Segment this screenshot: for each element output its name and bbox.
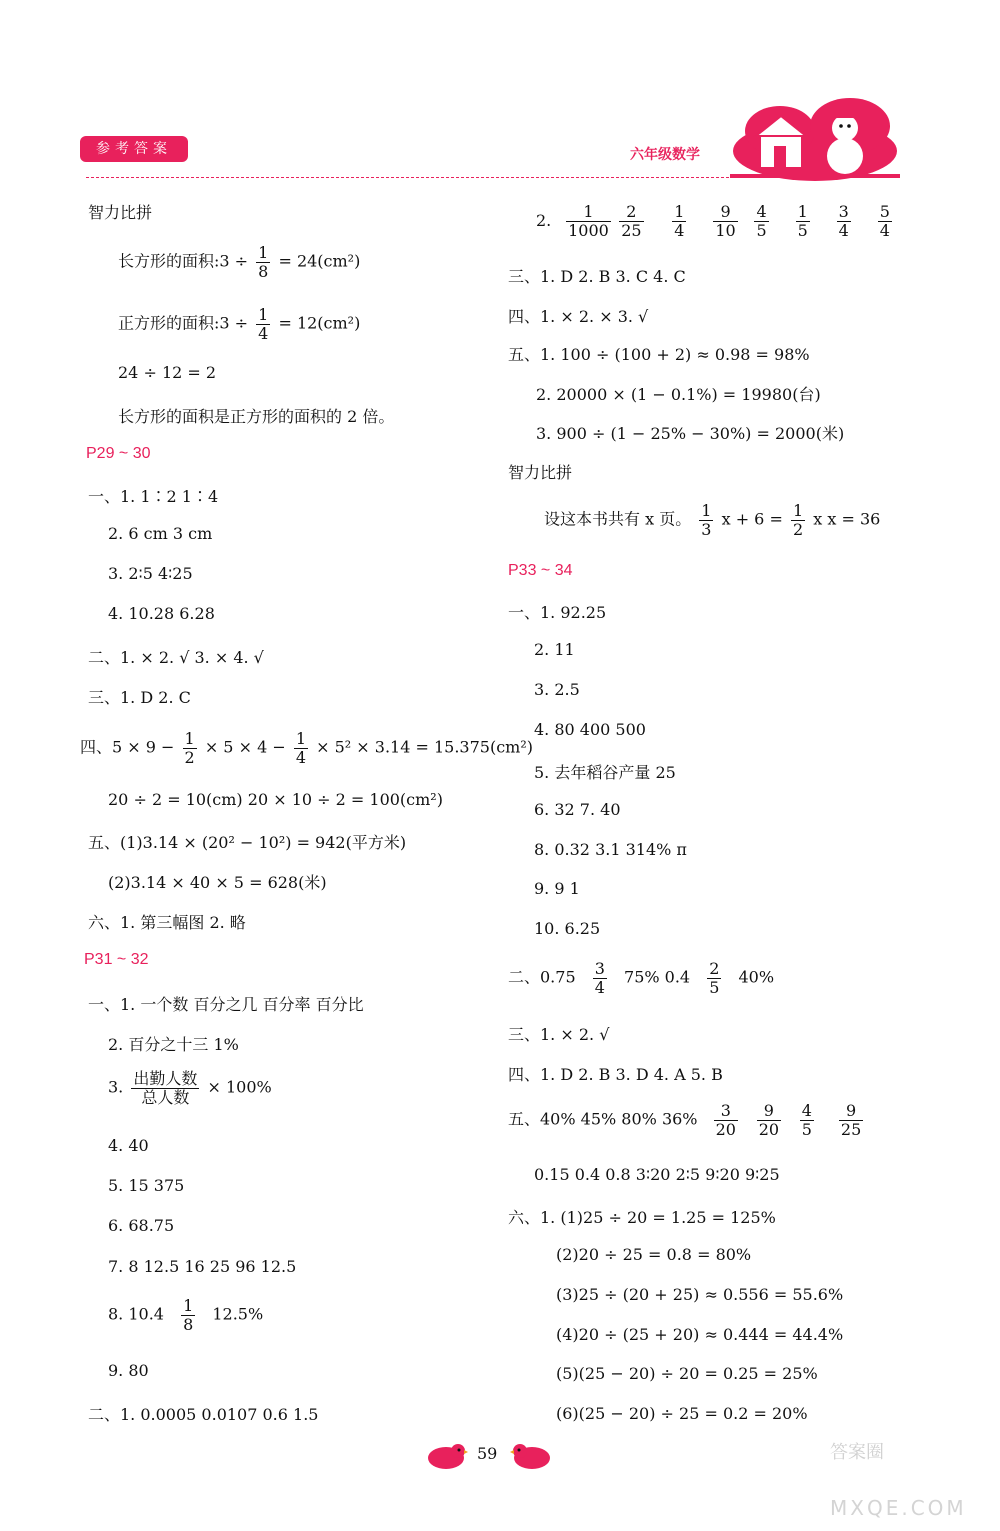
subject-title: 六年级数学 [630, 147, 700, 163]
answer-line: 一、1. 一个数 百分之几 百分率 百分比 [88, 995, 364, 1014]
snowman-house-illustration [730, 96, 900, 186]
answer-line-with-fraction: 8. 10.4 $\frac{1}{8}$ 12.5% [108, 1296, 264, 1334]
answer-line: 10. 6.25 [534, 919, 601, 938]
square-area-line: 正方形的面积:3 ÷ $\frac{1}{4}$ = 12(cm²) [118, 305, 361, 343]
answer-line: 6. 32 7. 40 [534, 800, 621, 819]
watermark-text: 答案圈 [830, 1442, 884, 1463]
equation-line: 设这本书共有 x 页。 $\frac{1}{3}$ x + 6 = $\frac{1}{2}$ x x = 36 [544, 501, 881, 539]
division-line: 24 ÷ 12 = 2 [118, 363, 217, 382]
answer-line: 二、1. 0.0005 0.0107 0.6 1.5 [88, 1405, 319, 1424]
attendance-formula: 3. $\frac{\text{出勤人数}}{\text{总人数}}$ × 100% [108, 1069, 272, 1107]
right-zhili-title: 智力比拼 [508, 463, 573, 482]
section-p31-32: P31 ~ 32 [84, 951, 149, 968]
answer-line: (5)(25 − 20) ÷ 20 = 0.25 = 25% [556, 1364, 818, 1383]
answer-badge: 参考答案 [80, 136, 188, 162]
left-zhili-title: 智力比拼 [88, 203, 153, 222]
answer-line: 2. 百分之十三 1% [108, 1035, 239, 1054]
answer-line: 5. 15 375 [108, 1176, 185, 1195]
header-divider [86, 177, 734, 178]
answer-line: 9. 80 [108, 1361, 149, 1380]
answer-line: 一、1. 1∶2 1∶4 [88, 487, 219, 506]
answer-line: 3. 2.5 [534, 680, 580, 699]
answer-line: 0.15 0.4 0.8 3∶20 2∶5 9∶20 9∶25 [534, 1165, 780, 1184]
answer-line: (4)20 ÷ (25 + 20) ≈ 0.444 = 44.4% [556, 1325, 844, 1344]
fraction-percent-line: 二、0.75 $\frac{3}{4}$ 75% 0.4 $\frac{2}{5}$ 40% [508, 959, 775, 997]
right-bird-icon [510, 1440, 556, 1472]
page-number: 59 [477, 1444, 498, 1463]
answer-line: 5. 去年稻谷产量 25 [534, 763, 676, 782]
rect-area-line: 长方形的面积:3 ÷ $\frac{1}{8}$ = 24(cm²) [118, 243, 361, 281]
section-p33-34: P33 ~ 34 [508, 562, 573, 579]
conclusion-line: 长方形的面积是正方形的面积的 2 倍。 [118, 407, 395, 426]
answer-line: 3. 900 ÷ (1 − 25% − 30%) = 2000(米) [536, 424, 845, 443]
answer-line: (2)3.14 × 40 × 5 = 628(米) [108, 873, 327, 892]
fraction-row: 2. $\frac{1}{1000}$ $\frac{2}{25}$ $\frac{1}{4}$ $\frac{9}{10}$ $\frac{4}{5}$ $\frac{1}{5}$ $\frac{3}{4}$ $\frac{5}{4}$ [536, 202, 890, 240]
answer-line: 20 ÷ 2 = 10(cm) 20 × 10 ÷ 2 = 100(cm²) [108, 790, 443, 809]
answer-line: (2)20 ÷ 25 = 0.8 = 80% [556, 1245, 752, 1264]
answer-line: 4. 80 400 500 [534, 720, 646, 739]
answer-line: 3. 2∶5 4∶25 [108, 564, 193, 583]
answer-line: 四、1. × 2. × 3. √ [508, 307, 649, 326]
left-bird-icon [422, 1440, 468, 1472]
answer-line: 4. 10.28 6.28 [108, 604, 215, 623]
answer-line: 2. 6 cm 3 cm [108, 524, 213, 543]
answer-line: 六、1. (1)25 ÷ 20 = 1.25 = 125% [508, 1208, 776, 1227]
answer-line: 五、(1)3.14 × (20² − 10²) = 942(平方米) [88, 833, 407, 852]
section-p29-30: P29 ~ 30 [86, 445, 151, 462]
answer-line: 四、1. D 2. B 3. D 4. A 5. B [508, 1065, 723, 1084]
answer-line: 2. 20000 × (1 − 0.1%) = 19980(台) [536, 385, 821, 404]
answer-line: 五、1. 100 ÷ (100 + 2) ≈ 0.98 = 98% [508, 345, 810, 364]
answer-line: 6. 68.75 [108, 1216, 175, 1235]
answer-line: 2. 11 [534, 640, 575, 659]
answer-line: 7. 8 12.5 16 25 96 12.5 [108, 1257, 297, 1276]
answer-line: (3)25 ÷ (20 + 25) ≈ 0.556 = 55.6% [556, 1285, 844, 1304]
answer-line: 8. 0.32 3.1 314% π [534, 840, 687, 859]
answer-line: 六、1. 第三幅图 2. 略 [88, 913, 246, 932]
answer-line: 一、1. 92.25 [508, 603, 607, 622]
answer-line: 4. 40 [108, 1136, 149, 1155]
answer-line: 三、1. D 2. C [88, 688, 191, 707]
watermark-url: MXQE.COM [830, 1496, 967, 1520]
area-formula-line: 四、5 × 9 − $\frac{1}{2}$ × 5 × 4 − $\frac{1}{4}$ × 5² × 3.14 = 15.375(cm²) [80, 729, 533, 767]
answer-line: 三、1. D 2. B 3. C 4. C [508, 267, 686, 286]
answer-line: (6)(25 − 20) ÷ 25 = 0.2 = 20% [556, 1404, 808, 1423]
percent-fraction-line: 五、40% 45% 80% 36% $\frac{3}{20}$ $\frac{9}{20}$ $\frac{4}{5}$ $\frac{9}{25}$ [508, 1101, 862, 1139]
answer-line: 三、1. × 2. √ [508, 1025, 610, 1044]
answer-line: 9. 9 1 [534, 879, 580, 898]
answer-line: 二、1. × 2. √ 3. × 4. √ [88, 648, 264, 667]
